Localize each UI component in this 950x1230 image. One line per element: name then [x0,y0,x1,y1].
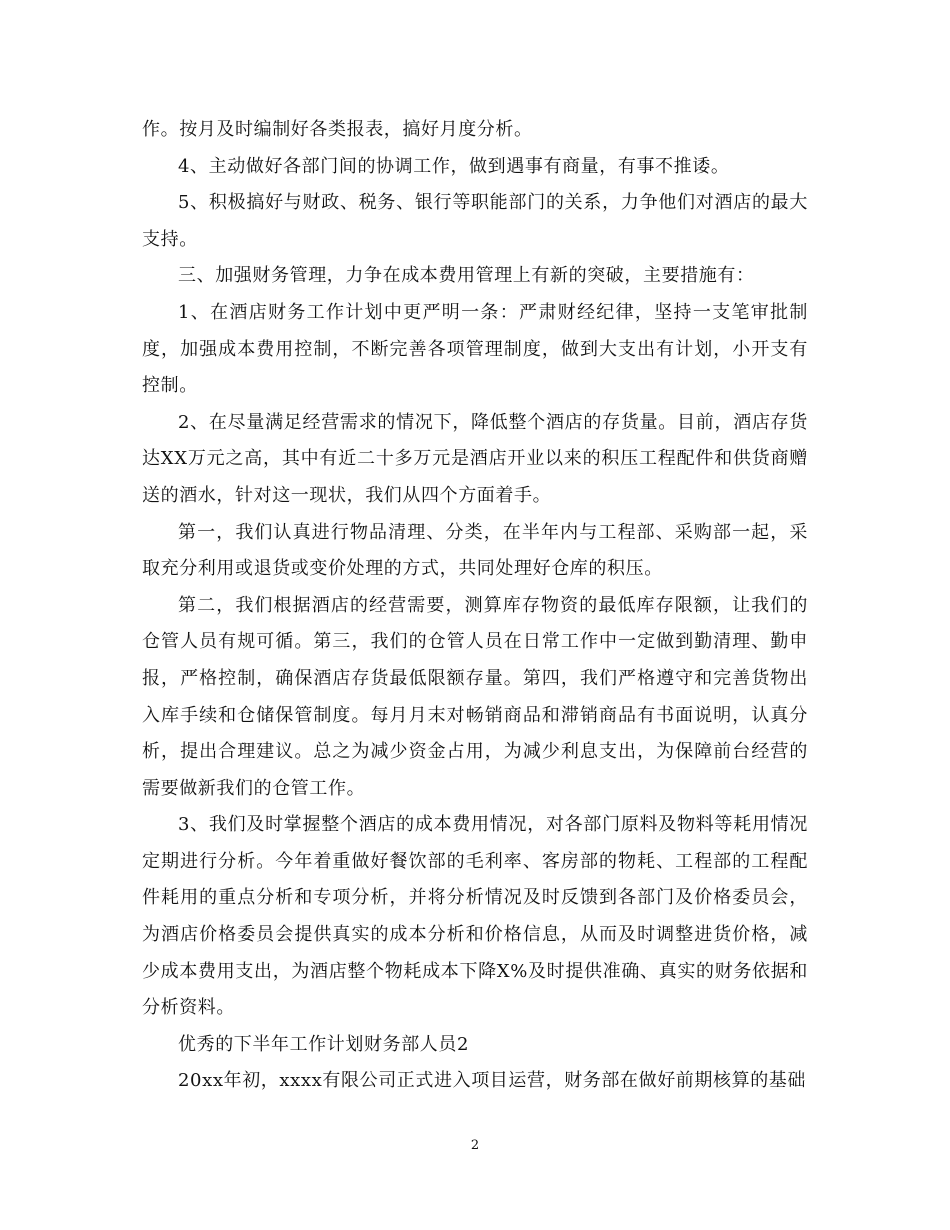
subtitle-plan-2: 优秀的下半年工作计划财务部人员2 [178,1033,470,1055]
paragraph-first-point: 第一，我们认真进行物品清理、分类，在半年内与工程部、采购部一起，采取充分利用或退货或变价处理的方式，共同处理好仓库的积压。 [142,521,808,580]
page-number: 2 [470,1138,480,1153]
paragraph-measure-1: 1、在酒店财务工作计划中更严明一条：严肃财经纪律，坚持一支笔审批制度，加强成本费用控制，不断完善各项管理制度，做到大支出有计划，小开支有控制。 [142,301,808,397]
paragraph-second-point: 第二，我们根据酒店的经营需要，测算库存物资的最低库存限额，让我们的仓管人员有规可循。第三，我们的仓管人员在日常工作中一定做到勤清理、勤申报，严格控制，确保酒店存货最低限额存量。第四，我们严格遵守和完善货物出入库手续和仓储保管制度。每月月末对畅销商品和滞销商品有书面说明，认真分析，提出合理建议。总之为减少资金占用，为减少利息支出，为保障前台经营的需要做新我们的仓管工作。 [142,594,808,799]
paragraph-continuation: 作。按月及时编制好各类报表，搞好月度分析。 [142,119,533,140]
paragraph-intro-20xx: 20xx年初，xxxx有限公司正式进入项目运营，财务部在做好前期核算的基础 [178,1070,807,1092]
paragraph-item-4: 4、主动做好各部门间的协调工作，做到遇事有商量，有事不推诿。 [178,155,730,177]
section-heading-three: 三、加强财务管理，力争在成本费用管理上有新的突破，主要措施有： [178,265,755,287]
document-body [142,112,808,1100]
paragraph-measure-2: 2、在尽量满足经营需求的情况下，降低整个酒店的存货量。目前，酒店存货达XX万元之高，其中有近二十多万元是酒店开业以来的积压工程配件和供货商赠送的酒水，针对这一现状，我们从四个方面着手。 [142,411,808,506]
paragraph-measure-3: 3、我们及时掌握整个酒店的成本费用情况，对各部门原料及物料等耗用情况定期进行分析。今年着重做好餐饮部的毛利率、客房部的物耗、工程部的工程配件耗用的重点分析和专项分析，并将分析情况及时反馈到各部门及价格委员会，为酒店价格委员会提供真实的成本分析和价格信息，从而及时调整进货价格，减少成本费用支出，为酒店整个物耗成本下降X%及时提供准确、真实的财务依据和分析资料。 [142,814,808,1019]
paragraph-item-5: 5、积极搞好与财政、税务、银行等职能部门的关系，力争他们对酒店的最大支持。 [142,192,808,250]
